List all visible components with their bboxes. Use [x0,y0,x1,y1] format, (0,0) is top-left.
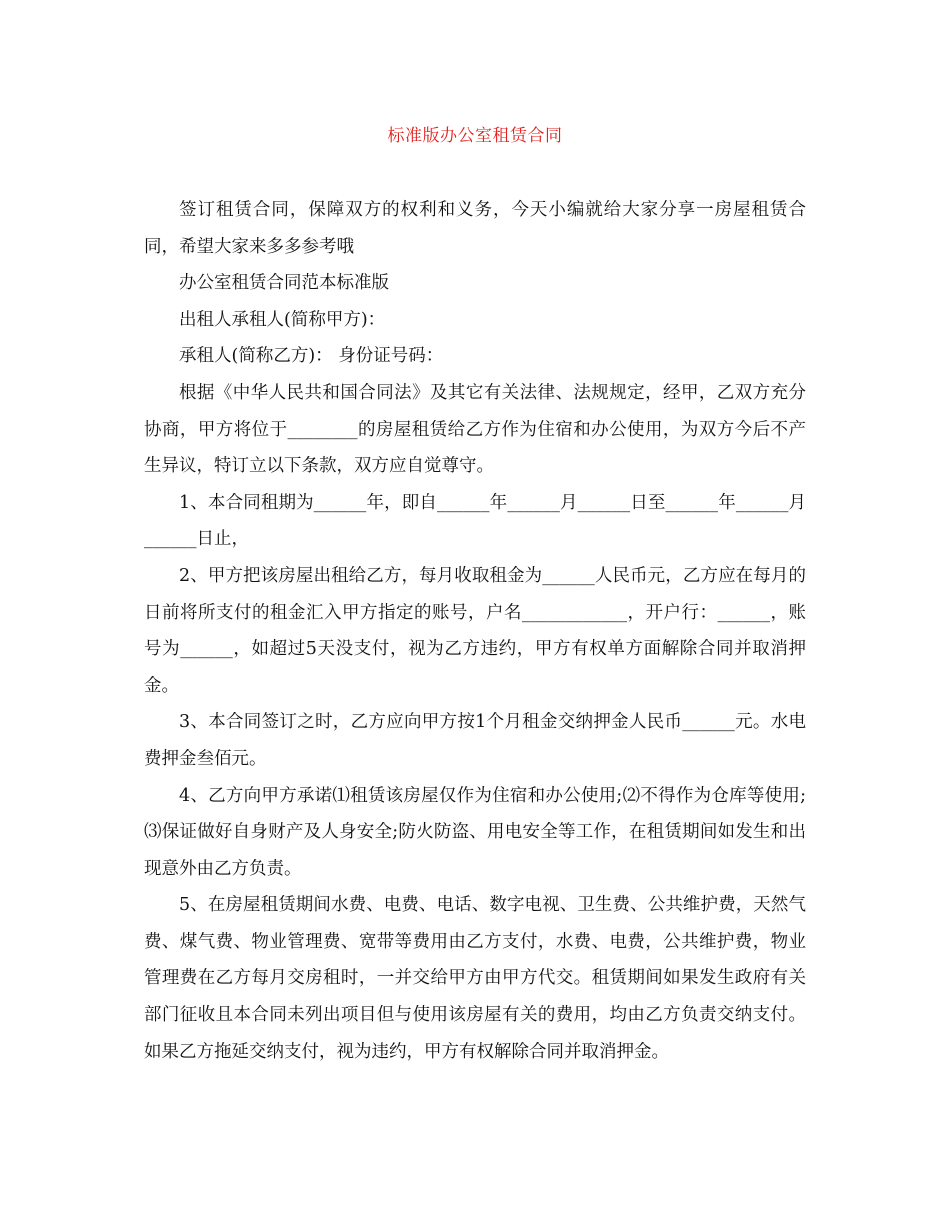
document-body [144,192,806,1070]
clause-3: 3、本合同签订之时，乙方应向甲方按1个月租金交纳押金人民币______元。水电费押金叁佰元。 [144,712,806,769]
subtitle-paragraph: 办公室租赁合同范本标准版 [179,273,389,294]
document-title: 标准版办公室租赁合同 [387,126,563,146]
clause-5: 5、在房屋租赁期间水费、电费、电话、数字电视、卫生费、公共维护费，天然气费、煤气费、物业管理费、宽带等费用由乙方支付，水费、电费，公共维护费，物业管理费在乙方每月交房租时，一并交给甲方由甲方代交。租赁期间如果发生政府有关部门征收且本合同未列出项目但与使用该房屋有关的费用，均由乙方负责交纳支付。如果乙方拖延交纳支付，视为违约，甲方有权解除合同并取消押金。 [144,895,806,1062]
clause-4: 4、乙方向甲方承诺⑴租赁该房屋仅作为住宿和办公使用;⑵不得作为仓库等使用;⑶保证做好自身财产及人身安全;防火防盗、用电安全等工作，在租赁期间如发生和出现意外由乙方负责。 [144,785,806,879]
clause-1: 1、本合同租期为______年，即自______年______月______日至______年______月______日止， [144,492,806,550]
lessor-line: 出租人承租人(简称甲方)： [179,309,386,330]
intro-paragraph: 签订租赁合同，保障双方的权利和义务，今天小编就给大家分享一房屋租赁合同，希望大家来多多参考哦 [144,200,806,257]
clause-2: 2、甲方把该房屋出租给乙方，每月收取租金为______人民币元，乙方应在每月的 日前将所支付的租金汇入甲方指定的账号，户名____________，开户行：______，账号为______，如超过5天没支付，视为乙方违约，甲方有权单方面解除合同并取消押金。 [144,565,806,696]
preamble-paragraph: 根据《中华人民共和国合同法》及其它有关法律、法规规定，经甲，乙双方充分协商，甲方将位于________的房屋租赁给乙方作为住宿和办公使用，为双方今后不产生异议，特订立以下条款，双方应自觉尊守。 [144,382,806,477]
lessee-line: 承租人(简称乙方)： 身份证号码： [179,346,444,367]
